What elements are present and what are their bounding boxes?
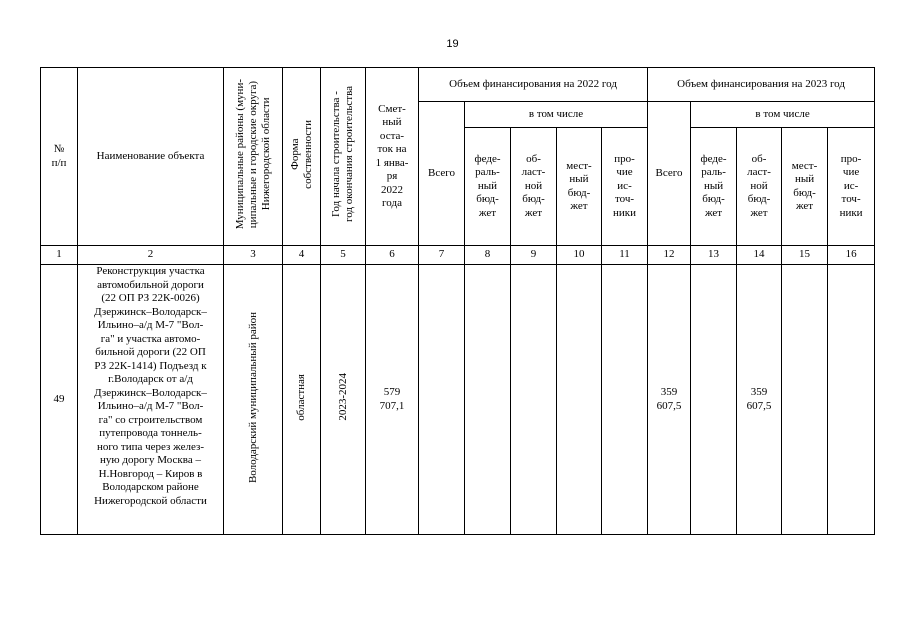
federal-2022-cell <box>465 265 511 535</box>
header-including-2023: в том числе <box>691 102 875 128</box>
header-regional-2022: об- ласт- ной бюд- жет <box>511 128 557 246</box>
header-federal-2023: феде- раль- ный бюд- жет <box>691 128 737 246</box>
header-name: Наименование объекта <box>78 68 224 246</box>
header-years: Год начала строительства - год окончания строительства <box>321 68 366 246</box>
federal-2023-cell <box>691 265 737 535</box>
other-2022-cell <box>602 265 648 535</box>
local-2022-cell <box>557 265 602 535</box>
header-including-2022: в том числе <box>465 102 648 128</box>
ownership-cell: областная <box>283 265 321 535</box>
header-regional-2023: об- ласт- ной бюд- жет <box>737 128 782 246</box>
page-number: 19 <box>446 38 459 50</box>
column-number: 9 <box>511 246 557 265</box>
column-number: 16 <box>828 246 875 265</box>
total-2023-cell: 359 607,5 <box>648 265 691 535</box>
header-total-2022: Всего <box>419 102 465 246</box>
column-number: 12 <box>648 246 691 265</box>
table-row <box>41 265 875 535</box>
district-cell: Володарский муниципальный район <box>224 265 283 535</box>
regional-2022-cell <box>511 265 557 535</box>
column-number-row <box>41 246 875 265</box>
column-number: 15 <box>782 246 828 265</box>
column-number: 3 <box>224 246 283 265</box>
column-number: 7 <box>419 246 465 265</box>
column-number: 6 <box>366 246 419 265</box>
years-cell: 2023-2024 <box>321 265 366 535</box>
total-2022-cell <box>419 265 465 535</box>
financing-table <box>40 67 875 535</box>
header-federal-2022: феде- раль- ный бюд- жет <box>465 128 511 246</box>
header-fin-2022: Объем финансирования на 2022 год <box>419 68 648 102</box>
header-other-2022: про- чие ис- точ- ники <box>602 128 648 246</box>
column-number: 13 <box>691 246 737 265</box>
column-number: 2 <box>78 246 224 265</box>
other-2023-cell <box>828 265 875 535</box>
object-name: Реконструкция участка автомобильной дороги (22 ОП РЗ 22К-0026) Дзержинск–Володарск– Ильино–а/д М-7 "Вол- га" и участка автомо- бильной дороги (22 ОП РЗ 22К-1414) Подъезд к г.Володарск от а/д Дзержинск–Володарск– Ильино–а/д М-7 "Вол- га" со строительством путепровода тоннель- ного типа через желез- ную дорогу Москва – Н.Новгород – Киров в Володарском районе Нижегородской области <box>78 265 224 535</box>
regional-2023-cell: 359 607,5 <box>737 265 782 535</box>
local-2023-cell <box>782 265 828 535</box>
header-fin-2023: Объем финансирования на 2023 год <box>648 68 875 102</box>
header-other-2023: про- чие ис- точ- ники <box>828 128 875 246</box>
column-number: 11 <box>602 246 648 265</box>
header-estimate: Смет- ный оста- ток на 1 янва- ря 2022 года <box>366 68 419 246</box>
column-number: 1 <box>41 246 78 265</box>
column-number: 4 <box>283 246 321 265</box>
header-ownership: Форма собственности <box>283 68 321 246</box>
header-district: Муниципальные районы (муни- ципальные и городские округа) Нижегородской области <box>224 68 283 246</box>
estimate-cell: 579 707,1 <box>366 265 419 535</box>
header-local-2022: мест- ный бюд- жет <box>557 128 602 246</box>
header-local-2023: мест- ный бюд- жет <box>782 128 828 246</box>
header-total-2023: Всего <box>648 102 691 246</box>
column-number: 8 <box>465 246 511 265</box>
header-num: № п/п <box>41 68 78 246</box>
column-number: 10 <box>557 246 602 265</box>
column-number: 5 <box>321 246 366 265</box>
column-number: 14 <box>737 246 782 265</box>
row-num: 49 <box>41 265 78 535</box>
